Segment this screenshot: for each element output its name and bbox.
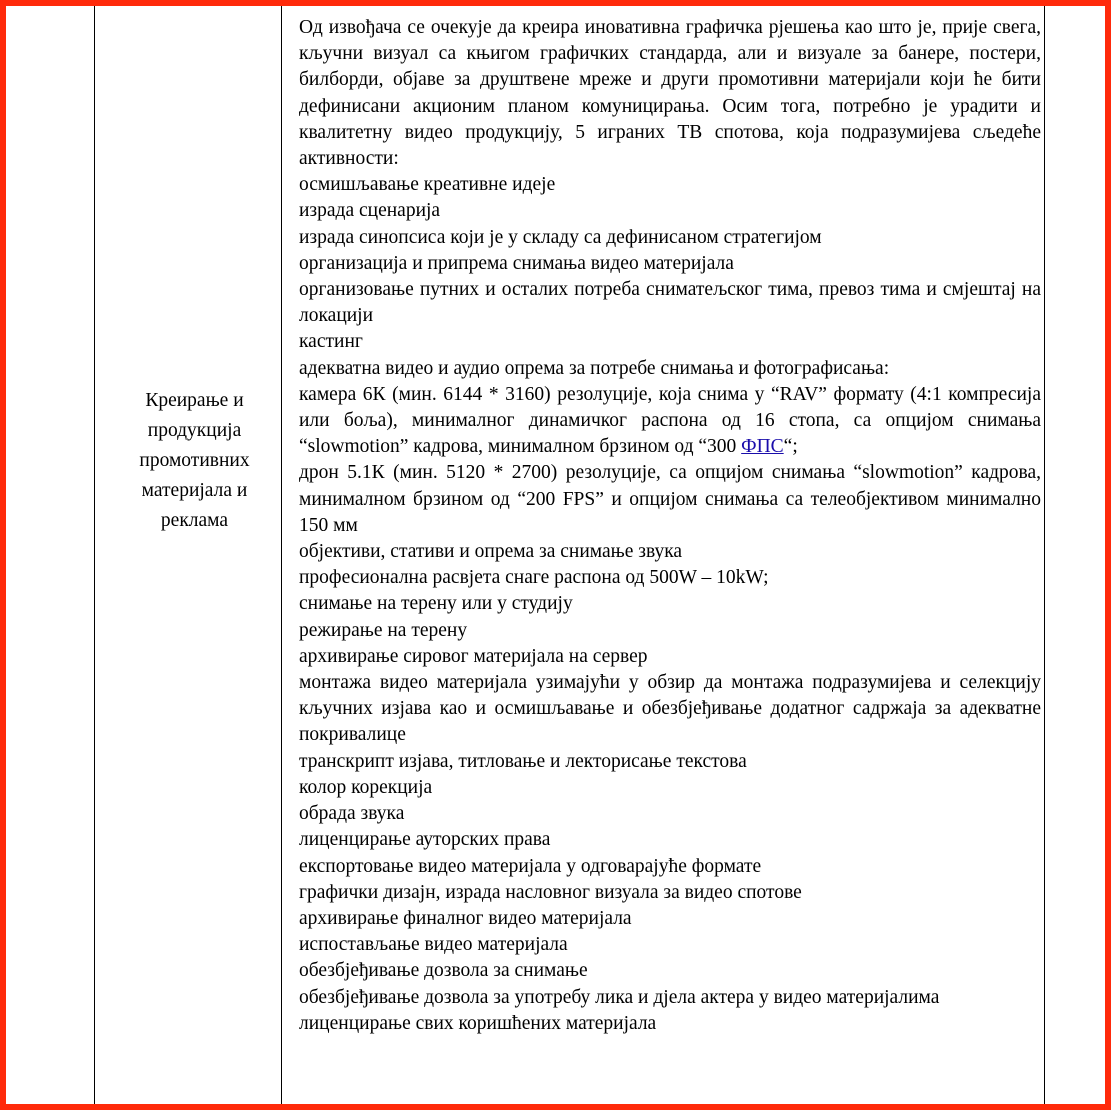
activity-item: режирање на терену bbox=[299, 619, 468, 641]
activity-label-cell bbox=[102, 386, 287, 536]
description-cell bbox=[299, 15, 1041, 1037]
activity-label-line: реклама bbox=[160, 510, 229, 531]
activity-item: испостављање видео материјала bbox=[299, 934, 568, 956]
activity-item: архивирање финалног видео материјала bbox=[299, 907, 632, 929]
activity-item: лиценцирање ауторских права bbox=[299, 829, 551, 851]
activity-item: архивирање сировог материјала на сервер bbox=[299, 645, 648, 667]
activity-item: адекватна видео и аудио опрема за потребе снимања и фотографисања: bbox=[299, 357, 890, 379]
activity-item: експортовање видео материјала у одговарајуће формате bbox=[299, 855, 762, 877]
activity-item: професионална расвјета снаге распона од 500W – 10kW; bbox=[299, 567, 769, 589]
activity-item: организовање путних и осталих потреба сниматељског тима, превоз тима и смјештај на локацији bbox=[299, 279, 1041, 327]
activity-item: транскрипт изјава, титловање и лекторисање текстова bbox=[299, 750, 747, 772]
activity-item: снимање на терену или у студију bbox=[299, 593, 573, 615]
activity-item: кастинг bbox=[299, 331, 363, 353]
camera-spec-text: камера 6К (мин. 6144 * 3160) резолуције, која снима у “RAV” формату (4:1 компресија или боља), минималног динамичког распона од 16 стопа, са опцијом снимања “slowmotion” кадрова, минималном брзином од “300 bbox=[299, 383, 1041, 458]
activity-label-line: Креирање и bbox=[145, 390, 244, 411]
activity-item: дрон 5.1К (мин. 5120 * 2700) резолуције, са опцијом снимања “slowmotion” кадрова, минималном брзином од “200 FPS” и опцијом снимања са телеобјективом минимално 150 мм bbox=[299, 462, 1041, 536]
activity-item: обезбјеђивање дозвола за снимање bbox=[299, 960, 588, 982]
activity-item: колор корекција bbox=[299, 776, 433, 798]
intro-paragraph: Од извођача се очекује да креира иновативна графичка рјешења као што је, прије свега, кључни визуал са књигом графичких стандарда, али и визуале за банере, постери, билборди, објаве за друштвене мреже и други промотивни материјали који ће бити дефинисани акционим планом комуницирања. Осим тога, потребно је урадити и квалитетну видео продукцију, 5 играних ТВ спотова, која подразумијева сљедеће активности: bbox=[299, 17, 1041, 170]
activity-label-line: промотивних bbox=[139, 450, 250, 471]
activity-item: организација и припрема снимања видео материјала bbox=[299, 252, 734, 274]
activity-item: обрада звука bbox=[299, 803, 405, 825]
activity-label-line: материјала и bbox=[141, 480, 248, 501]
activity-item: осмишљавање креативне идеје bbox=[299, 174, 556, 196]
fps-tail: “; bbox=[783, 436, 798, 458]
table-column-line-3 bbox=[1044, 6, 1045, 1104]
activity-item: израда сценарија bbox=[299, 200, 441, 222]
activity-item: обезбјеђивање дозвола за употребу лика и дјела актера у видео материјалима bbox=[299, 986, 940, 1008]
activity-item: објективи, стативи и опрема за снимање звука bbox=[299, 541, 683, 563]
table-column-line-2 bbox=[281, 6, 282, 1104]
table-column-line-1 bbox=[94, 6, 95, 1104]
activity-item: монтажа видео материјала узимајући у обзир да монтажа подразумијева и селекцију кључних изјава као и осмишљавање и обезбјеђивање додатног садржаја за адекватне покривалице bbox=[299, 672, 1041, 746]
activity-item: лиценцирање свих коришћених материјала bbox=[299, 1012, 657, 1034]
fps-link[interactable]: ФПС bbox=[741, 436, 784, 458]
activity-item: израда синопсиса који је у складу са дефинисаном стратегијом bbox=[299, 226, 822, 248]
activity-label-line: продукција bbox=[147, 420, 242, 441]
camera-spec-item bbox=[299, 382, 1041, 461]
activity-item: графички дизајн, израда насловног визуала за видео спотове bbox=[299, 881, 802, 903]
